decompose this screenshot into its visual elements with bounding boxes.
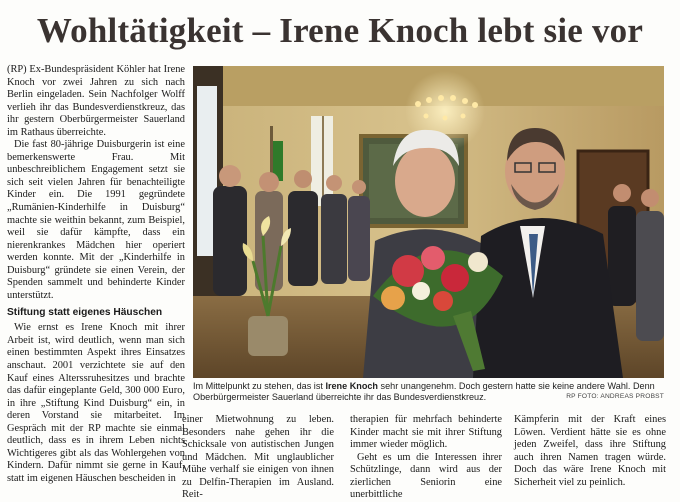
article-subheading: Stiftung statt eigenes Häuschen [7,307,163,319]
paragraph-column-2: einer Mietwohnung zu leben. Besonders nahe gehen ihr die Schicksale von autistischen Jungen und Mädchen. Mit unglaublicher Mühe verhalf sie einigen von ihnen zu Delfin-Therapien im Ausland. Reit- [182,414,334,501]
article-column-4 [514,414,666,489]
article-column-1 [7,64,185,486]
caption-name: Irene Knoch [325,381,378,391]
photo-credit: RP FOTO: ANDREAS PROBST [566,393,664,400]
article-photo [193,66,664,378]
caption-text: sehr unangenehm. Doch gestern hatte sie keine andere Wahl. Denn Oberbürgermeister Sauerland überreichte ihr das Bundesverdienstkreuz. [193,381,655,403]
caption-lead: Im Mittelpunkt zu stehen, das ist [193,381,323,391]
paragraph-therapies: therapien für mehrfach behinderte Kinder macht sie mit ihrer Stiftung immer wieder möglich. [350,414,502,451]
article-headline: Wohltätigkeit – Irene Knoch lebt sie vor [36,11,644,50]
photo-illustration [193,66,664,378]
paragraph-closing: Kämpferin mit der Kraft eines Löwen. Verdient hätte sie es ohne jeden Zweifel, dass ihre Stiftung auch ihren Namen tragen würde. Doch das wäre Irene Knoch mit Sicherheit viel zu peinlich. [514,414,666,488]
paragraph-interests: Geht es um die Interessen ihrer Schützlinge, dann wird aus der zierlichen Seniorin eine unerbittliche [350,451,502,501]
paragraph-foundation: Wie ernst es Irene Knoch mit ihrer Arbeit ist, wird deutlich, wenn man sich einen bestimmten Aspekt ihres Einsatzes anschaut. 2001 verzichtete sie auf den Kauf eines Alterssruhesitzes und brachte das dafür eingeplante Geld, 300 000 Euro, in ihre „Stiftung Kind Duisburg“ ein, in deren Vorstand sie mitarbeitet. Im Gespräch mit der RP machte sie einmal deutlich, dass es in ihrem Leben nichts Wichtigeres gibt als das Wohlergehen von Kindern. Dafür nimmt sie gerne in Kauf, statt im eigenen Häuschen bescheiden in [7,322,185,484]
paragraph-intro: (RP) Ex-Bundespräsident Köhler hat Irene Knoch vor zwei Jahren zu sich nach Berlin eingeladen. Sein Nachfolger Wolff verlieh ihr das Bundesverdienstkreuz, das ihr gestern Oberbürgermeister Sauerland im Rathaus überreichte. [7,64,185,138]
paragraph-biography: Die fast 80-jährige Duisburgerin ist eine bemerkenswerte Frau. Mit unbeschreiblichem Engagement setzt sie sich seit vielen Jahren für benachteiligte Kinder ein. Die 1991 gegründete „Rumänien-Kinderhilfe in Duisburg“ machte sie weithin bekannt, zum Beispiel, weil sie dafür kämpfte, dass ein nierenkrankes Mädchen hier operiert werden konnte. Mit der „Kinderhilfe in Duisburg“ gründete sie einen Verein, der Spenden sammelt und behinderte Kinder unterstützt. [7,139,185,301]
